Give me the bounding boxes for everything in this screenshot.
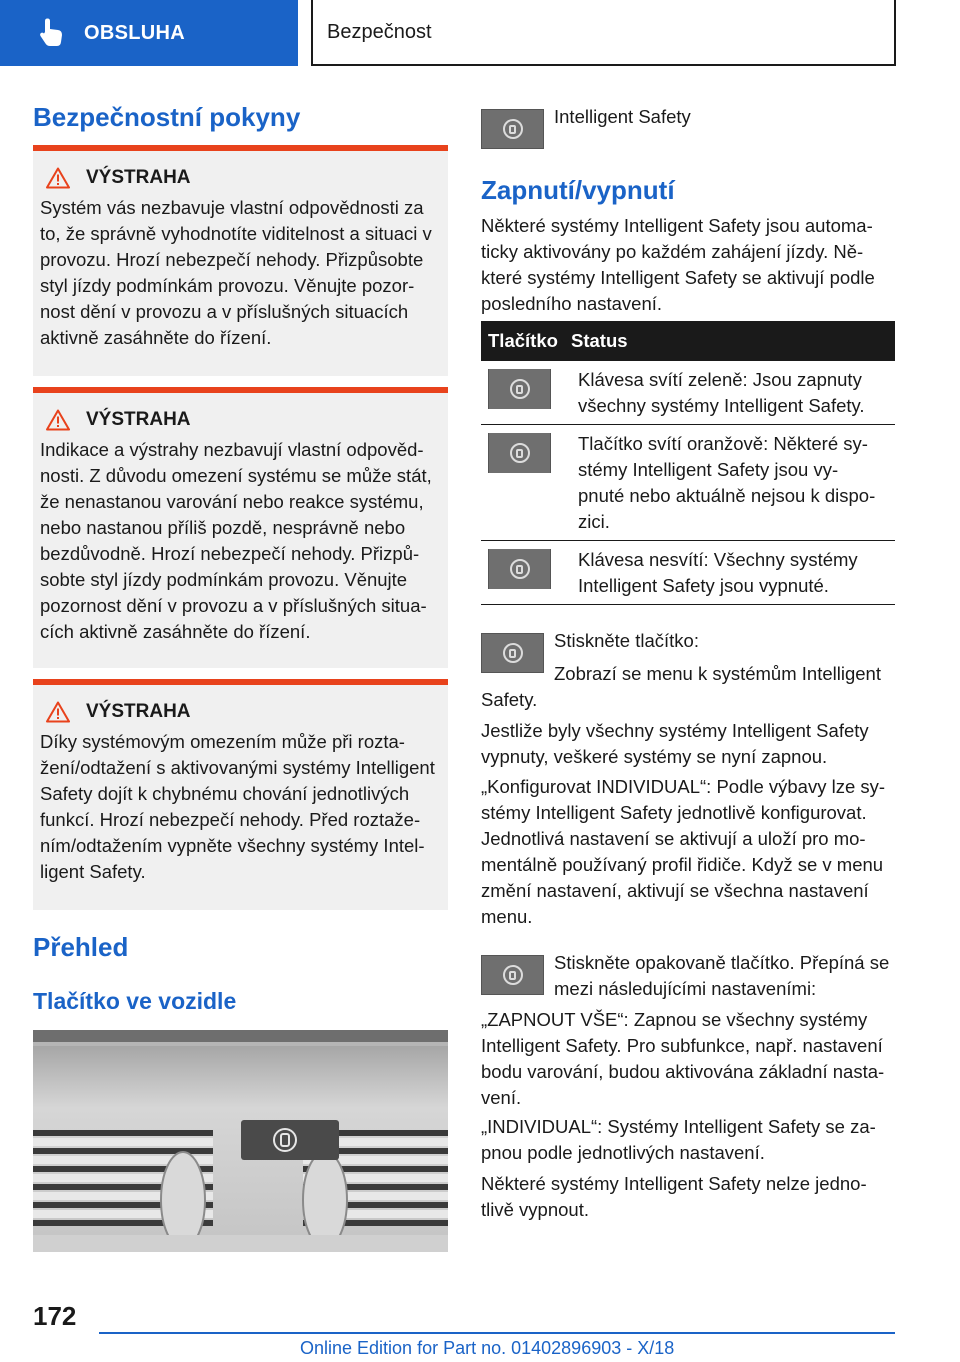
- paragraph: Jestliže byly všechny systémy Intelligent Safety vypnuty, veškeré systémy se nyní zapnou.: [481, 720, 869, 767]
- intelligent-safety-button-image: [481, 955, 544, 995]
- warning-box: [33, 387, 448, 668]
- intelligent-safety-icon: [510, 559, 530, 579]
- status-text: Tlačítko svítí oranžově: Některé sy- stémy Intelligent Safety jsou vy- pnuté nebo aktuálně nejsou k dispo- zici.: [578, 433, 876, 532]
- intelligent-safety-icon: [503, 965, 523, 985]
- column-header-status: Status: [571, 330, 628, 351]
- intelligent-safety-icon: [510, 443, 530, 463]
- status-text: Klávesa svítí zeleně: Jsou zapnuty všechny systémy Intelligent Safety.: [578, 369, 865, 416]
- intelligent-safety-icon: [503, 119, 523, 139]
- edition-footer: Online Edition for Part no. 01402896903 - X/18: [300, 1338, 675, 1358]
- intro-label: Intelligent Safety: [554, 106, 691, 127]
- warning-triangle-icon: [46, 409, 70, 431]
- table-row: [481, 425, 895, 541]
- paragraph: „Konfigurovat INDIVIDUAL“: Podle výbavy lze sy- stémy Intelligent Safety jednotlivě konfigurovat. Jednotlivá nastavení se aktivují a uloží pro mo- mentálně používaný profil řidiče. Když se v menu změní nastavení, aktivují se všechna nastavení menu.: [481, 776, 886, 927]
- press-result-continued: Safety.: [481, 689, 538, 710]
- subsection-heading: Tlačítko ve vozidle: [33, 988, 237, 1014]
- status-text: Klávesa nesvítí: Všechny systémy Intelligent Safety jsou vypnuté.: [578, 549, 858, 596]
- status-table: [481, 321, 895, 605]
- intelligent-safety-button-image: [488, 549, 551, 589]
- warning-title: VÝSTRAHA: [86, 701, 191, 722]
- warning-triangle-icon: [46, 167, 70, 189]
- warning-title: VÝSTRAHA: [86, 167, 191, 188]
- section-tab-label: OBSLUHA: [84, 21, 185, 44]
- section-tab[interactable]: [0, 0, 298, 66]
- table-row: [481, 541, 895, 605]
- press-instruction: Stiskněte opakovaně tlačítko. Přepíná se mezi následujícími nastaveními:: [554, 952, 890, 999]
- warning-text: Díky systémovým omezením může při rozta- žení/odtažení s aktivovanými systémy Intelligent Safety dojít k chybnému chování jednotlivých funkcí. Hrozí nebezpečí nehody. Před roztaže- ním/odtažením vypněte všechny systémy Intel- ligent Safety.: [40, 731, 435, 882]
- section-heading: Zapnutí/vypnutí: [481, 175, 675, 205]
- page-number: 172: [33, 1301, 77, 1331]
- press-instruction: Stiskněte tlačítko: Zobrazí se menu k systémům Intelligent: [554, 630, 881, 684]
- warning-text: Indikace a výstrahy nezbavují vlastní odpověd- nosti. Z důvodu omezení systému se může stát, že nenastanou varování nebo reakce systému, nebo nastanou příliš pozdě, nesprávně nebo bezdůvodně. Hrozí nebezpečí nehody. Přizpů- sobte styl jízdy podmínkám provozu. Věnujte pozornost dění v provozu a v příslušných situa- cích aktivně zasáhněte do řízení.: [40, 439, 432, 642]
- paragraph: Některé systémy Intelligent Safety nelze jedno- tlivě vypnout.: [481, 1173, 867, 1220]
- intelligent-safety-icon: [510, 379, 530, 399]
- warning-box: [33, 145, 448, 376]
- footer-divider: [99, 1332, 895, 1334]
- overview-heading: Přehled: [33, 932, 129, 962]
- vehicle-button-photo: [33, 1030, 448, 1252]
- chapter-title: Bezpečnost: [311, 0, 896, 66]
- paragraph: „INDIVIDUAL“: Systémy Intelligent Safety se za- pnou podle jednotlivých nastavení.: [481, 1116, 876, 1163]
- intro-paragraph: Některé systémy Intelligent Safety jsou automa- ticky aktivovány po každém zahájení jízdy. Ně- které systémy Intelligent Safety se aktivují podle posledního nastavení.: [481, 215, 875, 314]
- paragraph: „ZAPNOUT VŠE“: Zapnou se všechny systémy Intelligent Safety. Pro subfunkce, např. nastavení bodu varování, budou aktivována základní nasta- vení.: [481, 1009, 885, 1108]
- intelligent-safety-button-image: [481, 633, 544, 673]
- table-header: [481, 321, 895, 361]
- hand-pointer-icon: [38, 18, 64, 48]
- warning-box: [33, 679, 448, 910]
- column-header-button: Tlačítko: [488, 330, 558, 351]
- intelligent-safety-icon: [503, 643, 523, 663]
- warning-text: Systém vás nezbavuje vlastní odpovědnosti za to, že správně vyhodnotíte viditelnost a situaci v provozu. Hrozí nebezpečí nehody. Přizpůsobte styl jízdy podmínkám provozu. Věnujte pozor- nost dění v provozu a v příslušných situacích aktivně zasáhněte do řízení.: [40, 197, 432, 348]
- warning-triangle-icon: [46, 701, 70, 723]
- intelligent-safety-button-image: [481, 109, 544, 149]
- warning-title: VÝSTRAHA: [86, 409, 191, 430]
- page-heading: Bezpečnostní pokyny: [33, 102, 301, 132]
- table-row: [481, 361, 895, 425]
- intelligent-safety-button-image: [488, 433, 551, 473]
- intelligent-safety-button-image: [488, 369, 551, 409]
